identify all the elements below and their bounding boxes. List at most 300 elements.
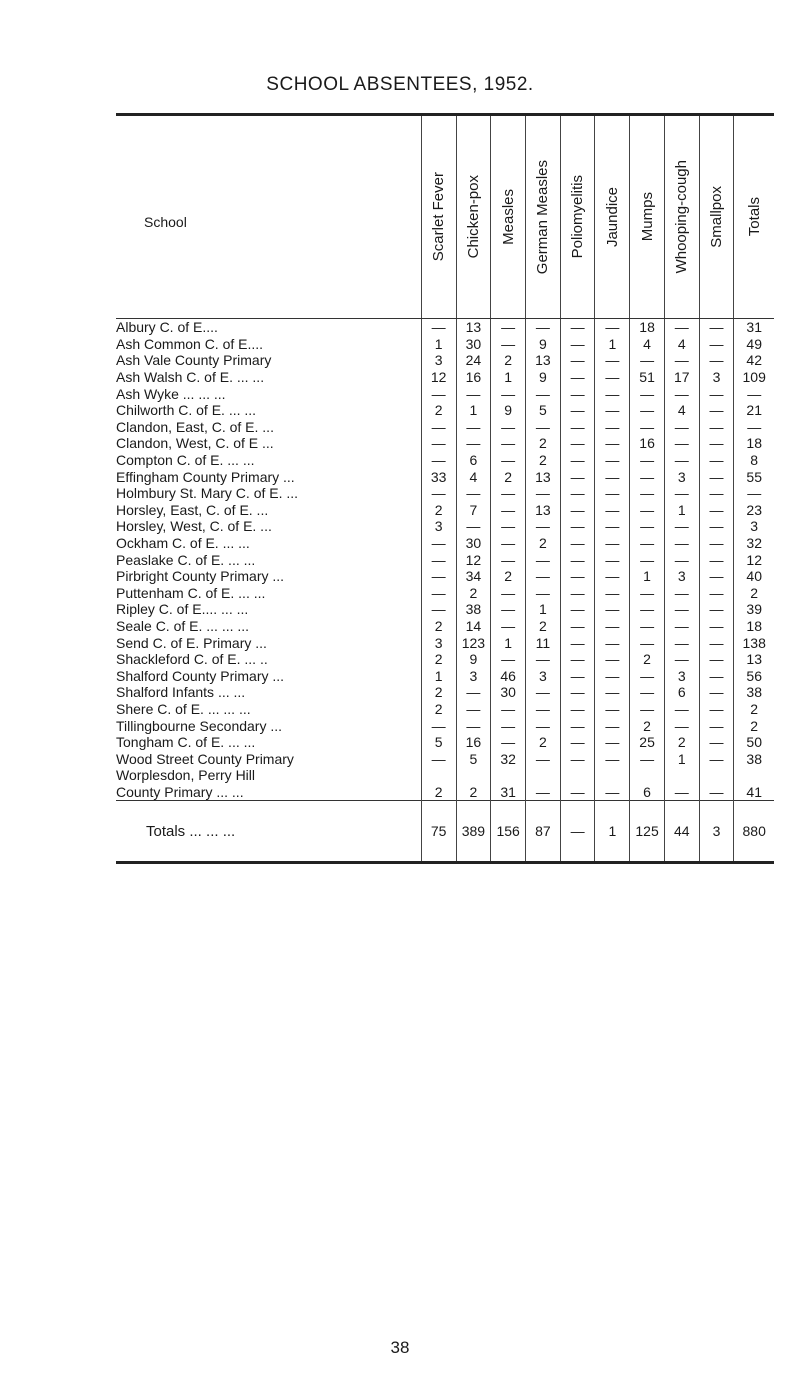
count-cell: 3 [421, 518, 456, 535]
count-cell: — [734, 485, 774, 502]
count-cell: — [421, 750, 456, 767]
count-cell: — [595, 369, 630, 386]
total-cell: — [560, 801, 595, 863]
count-cell: — [421, 385, 456, 402]
school-name: Ash Vale County Primary [116, 352, 272, 369]
count-cell: 30 [456, 336, 491, 353]
count-cell: 7 [456, 502, 491, 519]
count-cell: — [595, 485, 630, 502]
count-cell: — [630, 585, 665, 602]
count-cell: 2 [526, 452, 561, 469]
table-row [116, 385, 774, 402]
count-cell: — [664, 485, 699, 502]
count-cell: 38 [734, 684, 774, 701]
count-cell: 3 [734, 518, 774, 535]
total-cell: 3 [699, 801, 734, 863]
count-cell: — [491, 419, 526, 436]
count-cell: — [421, 419, 456, 436]
count-cell: 1 [491, 369, 526, 386]
count-cell: — [630, 634, 665, 651]
count-cell: — [421, 585, 456, 602]
count-cell: — [491, 518, 526, 535]
count-cell: — [699, 684, 734, 701]
table-row [116, 667, 774, 684]
count-cell: 21 [734, 402, 774, 419]
count-cell: — [699, 717, 734, 734]
table-row [116, 784, 774, 801]
count-cell: 17 [664, 369, 699, 386]
count-cell: 9 [526, 336, 561, 353]
absentees-table [116, 113, 774, 864]
count-cell: 2 [664, 734, 699, 751]
school-name: Ripley C. of E.... ... ... [116, 601, 249, 618]
count-cell: — [699, 385, 734, 402]
count-cell: — [595, 452, 630, 469]
count-cell: 3 [664, 667, 699, 684]
total-cell: 880 [734, 801, 774, 863]
count-cell: — [560, 734, 595, 751]
count-cell: — [421, 485, 456, 502]
count-cell: — [734, 385, 774, 402]
count-cell: 24 [456, 352, 491, 369]
count-cell: 2 [526, 435, 561, 452]
count-cell: — [491, 618, 526, 635]
count-cell: 25 [630, 734, 665, 751]
count-cell: — [630, 601, 665, 618]
count-cell: — [595, 784, 630, 801]
count-cell: — [491, 585, 526, 602]
count-cell: 3 [421, 634, 456, 651]
count-cell: — [491, 651, 526, 668]
count-cell: — [491, 452, 526, 469]
school-name: Peaslake C. of E. ... ... [116, 551, 256, 568]
count-cell: 9 [491, 402, 526, 419]
count-cell: 4 [630, 336, 665, 353]
table-row [116, 435, 774, 452]
count-cell: — [664, 634, 699, 651]
count-cell: — [630, 419, 665, 436]
count-cell: 13 [526, 502, 561, 519]
count-cell: 34 [456, 568, 491, 585]
count-cell: 1 [664, 502, 699, 519]
school-name: Holmbury St. Mary C. of E. ... [116, 485, 299, 502]
count-cell: — [699, 352, 734, 369]
column-header-german-measles: German Measles [526, 115, 561, 319]
count-cell: — [595, 319, 630, 336]
count-cell: 2 [526, 618, 561, 635]
count-cell: 4 [664, 402, 699, 419]
school-name: County Primary ... ... [116, 783, 244, 800]
count-cell: — [699, 502, 734, 519]
count-cell: 6 [664, 684, 699, 701]
count-cell: 18 [630, 319, 665, 336]
count-cell: 2 [526, 535, 561, 552]
count-cell: 2 [421, 684, 456, 701]
school-name: Chilworth C. of E. ... ... [116, 402, 257, 419]
count-cell: — [560, 518, 595, 535]
school-name: Tongham C. of E. ... ... [116, 734, 256, 751]
table-row [116, 419, 774, 436]
table-row [116, 585, 774, 602]
count-cell: 55 [734, 468, 774, 485]
count-cell: 9 [526, 369, 561, 386]
count-cell: — [491, 485, 526, 502]
table-row [116, 651, 774, 668]
table-row [116, 767, 774, 784]
count-cell: — [560, 618, 595, 635]
table-row [116, 535, 774, 552]
count-cell [630, 767, 665, 784]
count-cell: 40 [734, 568, 774, 585]
count-cell: — [560, 551, 595, 568]
count-cell: — [560, 419, 595, 436]
count-cell: 11 [526, 634, 561, 651]
total-cell: 389 [456, 801, 491, 863]
count-cell: — [734, 419, 774, 436]
count-cell: — [560, 502, 595, 519]
count-cell: 5 [526, 402, 561, 419]
count-cell: 13 [526, 352, 561, 369]
count-cell: 1 [526, 601, 561, 618]
count-cell: — [526, 568, 561, 585]
count-cell: 3 [421, 352, 456, 369]
count-cell: 46 [491, 667, 526, 684]
school-name: Horsley, East, C. of E. ... [116, 501, 269, 518]
count-cell: — [664, 551, 699, 568]
count-cell: — [595, 568, 630, 585]
table-row [116, 352, 774, 369]
count-cell: 31 [491, 784, 526, 801]
count-cell: — [699, 435, 734, 452]
count-cell: — [630, 701, 665, 718]
column-header-measles: Measles [491, 115, 526, 319]
count-cell: 3 [664, 468, 699, 485]
count-cell: 1 [421, 336, 456, 353]
school-name: Ash Wyke ... ... ... [116, 385, 226, 402]
count-cell: 14 [456, 618, 491, 635]
count-cell: — [664, 717, 699, 734]
count-cell: — [595, 701, 630, 718]
count-cell: — [491, 601, 526, 618]
school-name: Shackleford C. of E. ... .. [116, 651, 268, 668]
table-row [116, 518, 774, 535]
count-cell: 2 [421, 784, 456, 801]
count-cell: 6 [630, 784, 665, 801]
count-cell: — [491, 336, 526, 353]
count-cell: — [699, 734, 734, 751]
count-cell: 12 [456, 551, 491, 568]
count-cell: — [491, 551, 526, 568]
table-row [116, 734, 774, 751]
count-cell: — [699, 651, 734, 668]
count-cell: 41 [734, 784, 774, 801]
column-header-school: School [116, 115, 421, 319]
count-cell: 2 [491, 352, 526, 369]
count-cell: 13 [526, 468, 561, 485]
count-cell: — [560, 784, 595, 801]
count-cell: 2 [421, 651, 456, 668]
count-cell: 2 [421, 502, 456, 519]
count-cell: — [526, 684, 561, 701]
count-cell: — [491, 319, 526, 336]
count-cell: — [595, 585, 630, 602]
count-cell: — [595, 551, 630, 568]
count-cell: — [595, 352, 630, 369]
count-cell [421, 767, 456, 784]
count-cell: 2 [491, 568, 526, 585]
count-cell [595, 767, 630, 784]
count-cell: — [560, 634, 595, 651]
count-cell: 16 [630, 435, 665, 452]
count-cell: 2 [421, 402, 456, 419]
count-cell: — [630, 518, 665, 535]
count-cell: — [630, 618, 665, 635]
column-header-smallpox: Smallpox [699, 115, 734, 319]
count-cell: 2 [630, 717, 665, 734]
column-header-scarlet-fever: Scarlet Fever [421, 115, 456, 319]
count-cell: 13 [734, 651, 774, 668]
count-cell: 1 [491, 634, 526, 651]
table-body [116, 319, 774, 801]
count-cell: — [699, 319, 734, 336]
count-cell: — [421, 717, 456, 734]
count-cell: 1 [421, 667, 456, 684]
count-cell: — [491, 701, 526, 718]
count-cell [734, 767, 774, 784]
count-cell: — [560, 485, 595, 502]
totals-row [116, 801, 774, 863]
count-cell: — [664, 319, 699, 336]
count-cell: — [595, 651, 630, 668]
count-cell: — [699, 452, 734, 469]
count-cell: 1 [595, 336, 630, 353]
count-cell: — [560, 684, 595, 701]
count-cell: — [595, 717, 630, 734]
count-cell: — [526, 717, 561, 734]
count-cell: — [595, 684, 630, 701]
count-cell: 3 [664, 568, 699, 585]
count-cell: — [664, 435, 699, 452]
table-row [116, 634, 774, 651]
count-cell: — [699, 402, 734, 419]
column-header-whooping-cough: Whooping-cough [664, 115, 699, 319]
count-cell: 109 [734, 369, 774, 386]
column-header-mumps: Mumps [630, 115, 665, 319]
count-cell [526, 767, 561, 784]
count-cell: — [699, 518, 734, 535]
count-cell: — [595, 419, 630, 436]
count-cell: 32 [734, 535, 774, 552]
total-cell: 87 [526, 801, 561, 863]
count-cell: — [421, 435, 456, 452]
count-cell: — [491, 435, 526, 452]
count-cell: — [595, 435, 630, 452]
count-cell: — [526, 551, 561, 568]
count-cell: — [595, 618, 630, 635]
count-cell: — [630, 452, 665, 469]
count-cell: 30 [456, 535, 491, 552]
count-cell: — [526, 784, 561, 801]
count-cell: — [699, 618, 734, 635]
count-cell: — [664, 651, 699, 668]
count-cell: — [664, 701, 699, 718]
school-name: Shere C. of E. ... ... ... [116, 700, 251, 717]
count-cell: 30 [491, 684, 526, 701]
count-cell: — [699, 419, 734, 436]
count-cell: — [560, 352, 595, 369]
count-cell: — [526, 651, 561, 668]
count-cell: — [664, 535, 699, 552]
count-cell [456, 767, 491, 784]
total-cell: 44 [664, 801, 699, 863]
school-name: Shalford Infants ... ... [116, 684, 246, 701]
count-cell: — [630, 535, 665, 552]
count-cell: — [630, 502, 665, 519]
count-cell: 32 [491, 750, 526, 767]
count-cell: 56 [734, 667, 774, 684]
count-cell: — [699, 551, 734, 568]
count-cell: 2 [630, 651, 665, 668]
table-row [116, 618, 774, 635]
count-cell [491, 767, 526, 784]
count-cell: 6 [456, 452, 491, 469]
count-cell: — [421, 601, 456, 618]
count-cell: — [630, 485, 665, 502]
totals-label: Totals ... ... ... [116, 801, 421, 863]
count-cell: — [699, 750, 734, 767]
count-cell: — [699, 336, 734, 353]
page-number: 38 [390, 1338, 410, 1357]
table-row [116, 717, 774, 734]
school-name: Clandon, East, C. of E. ... [116, 418, 274, 435]
count-cell [560, 767, 595, 784]
count-cell: — [699, 535, 734, 552]
count-cell: — [699, 601, 734, 618]
school-name: Wood Street County Primary [116, 750, 294, 767]
school-name: Shalford County Primary ... [116, 667, 285, 684]
count-cell: — [595, 385, 630, 402]
count-cell: 18 [734, 618, 774, 635]
total-cell: 1 [595, 801, 630, 863]
count-cell: 4 [456, 468, 491, 485]
count-cell: — [456, 485, 491, 502]
table-row [116, 701, 774, 718]
count-cell: 51 [630, 369, 665, 386]
table-row [116, 336, 774, 353]
count-cell: — [699, 784, 734, 801]
count-cell: — [421, 551, 456, 568]
school-name: Horsley, West, C. of E. ... [116, 518, 272, 535]
count-cell: — [526, 518, 561, 535]
count-cell: 2 [734, 585, 774, 602]
count-cell: — [491, 502, 526, 519]
count-cell: — [456, 518, 491, 535]
total-cell: 156 [491, 801, 526, 863]
count-cell: 2 [421, 618, 456, 635]
count-cell: — [526, 419, 561, 436]
count-cell: — [595, 601, 630, 618]
count-cell: 13 [456, 319, 491, 336]
count-cell: — [456, 419, 491, 436]
count-cell: 18 [734, 435, 774, 452]
count-cell: — [699, 468, 734, 485]
count-cell: — [664, 601, 699, 618]
school-name: Worplesdon, Perry Hill [116, 767, 256, 784]
count-cell: — [560, 585, 595, 602]
count-cell: — [630, 352, 665, 369]
count-cell: — [526, 585, 561, 602]
count-cell: 1 [664, 750, 699, 767]
table-row [116, 319, 774, 336]
count-cell: — [630, 402, 665, 419]
count-cell: — [421, 535, 456, 552]
count-cell: — [664, 419, 699, 436]
count-cell: — [595, 402, 630, 419]
count-cell: — [699, 634, 734, 651]
count-cell: — [526, 319, 561, 336]
count-cell: — [699, 485, 734, 502]
count-cell: 33 [421, 468, 456, 485]
school-name: Seale C. of E. ... ... ... [116, 617, 250, 634]
count-cell: 1 [630, 568, 665, 585]
school-name: Tillingbourne Secondary ... [116, 717, 283, 734]
school-name: Effingham County Primary ... [116, 468, 295, 485]
count-cell: — [664, 784, 699, 801]
count-cell: — [560, 336, 595, 353]
count-cell: — [699, 701, 734, 718]
count-cell: — [421, 452, 456, 469]
count-cell: 16 [456, 734, 491, 751]
count-cell: — [560, 369, 595, 386]
count-cell: 2 [421, 701, 456, 718]
count-cell: — [456, 701, 491, 718]
count-cell: 2 [456, 784, 491, 801]
count-cell: 123 [456, 634, 491, 651]
school-name: Puttenham C. of E. ... ... [116, 584, 266, 601]
count-cell: 5 [456, 750, 491, 767]
header-row [116, 115, 774, 319]
count-cell: — [560, 402, 595, 419]
count-cell: — [456, 385, 491, 402]
school-name: Ash Walsh C. of E. ... ... [116, 369, 265, 386]
count-cell: — [491, 385, 526, 402]
count-cell: — [560, 435, 595, 452]
count-cell: 38 [456, 601, 491, 618]
table-row [116, 402, 774, 419]
count-cell: — [560, 651, 595, 668]
column-header-totals: Totals [734, 115, 774, 319]
count-cell: — [421, 319, 456, 336]
count-cell: — [560, 701, 595, 718]
count-cell: — [664, 518, 699, 535]
count-cell: — [664, 585, 699, 602]
count-cell: — [560, 535, 595, 552]
table-row [116, 369, 774, 386]
count-cell: — [491, 717, 526, 734]
table-row [116, 452, 774, 469]
count-cell: — [526, 485, 561, 502]
count-cell: — [560, 717, 595, 734]
table-row [116, 568, 774, 585]
count-cell: — [595, 518, 630, 535]
count-cell: — [595, 734, 630, 751]
count-cell: — [595, 750, 630, 767]
count-cell: — [595, 468, 630, 485]
column-header-jaundice: Jaundice [595, 115, 630, 319]
count-cell: — [630, 684, 665, 701]
count-cell: 138 [734, 634, 774, 651]
count-cell: 12 [734, 551, 774, 568]
